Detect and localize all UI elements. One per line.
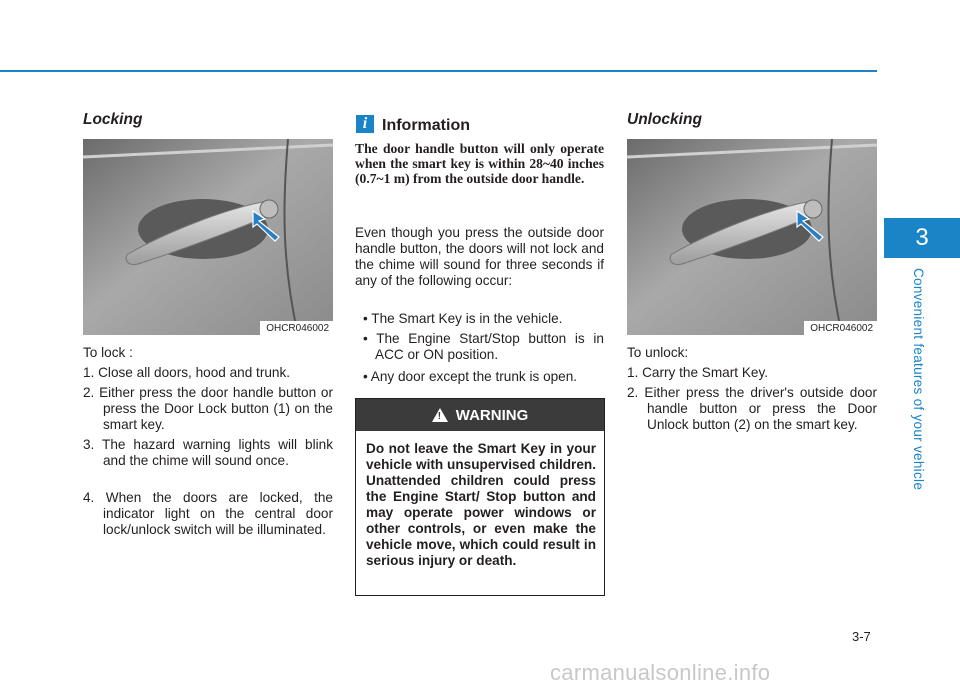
locking-step-2: 2. Either press the door handle button or press the Door Lock button (1) on the smart key. [83, 385, 333, 432]
locking-step-3: 3. The hazard warning lights will blink and the chime will sound once. [83, 437, 333, 468]
image-code: OHCR046002 [804, 321, 877, 335]
chapter-tab [884, 218, 960, 258]
info-bullet-1: • The Smart Key is in the vehicle. [363, 311, 563, 326]
warning-triangle-icon: ! [432, 408, 448, 422]
info-title: Information [382, 117, 470, 134]
info-icon: i [356, 115, 374, 133]
info-bullet-2: • The Engine Start/Stop button is in ACC or ON position. [363, 331, 604, 362]
door-handle-illustration [83, 139, 333, 335]
chapter-title: Convenient features of your vehicle [911, 268, 926, 491]
door-handle-photo-unlocking [627, 139, 877, 335]
locking-intro: To lock : [83, 345, 133, 360]
warning-header [356, 399, 604, 431]
chapter-number: 3 [915, 224, 929, 251]
image-code: OHCR046002 [260, 321, 333, 335]
warning-title: WARNING [455, 406, 529, 424]
door-handle-illustration [627, 139, 877, 335]
info-bold-text: The door handle button will only operate when the smart key is within 28~40 inches (0.7~1 m) from the outside door handle. [355, 141, 604, 186]
locking-step-4: 4. When the doors are locked, the indicator light on the central door lock/unlock switch will be illuminated. [83, 490, 333, 537]
warning-box [355, 398, 605, 596]
page-number: 3-7 [852, 629, 871, 644]
watermark: carmanualsonline.info [550, 660, 771, 685]
locking-heading: Locking [83, 111, 143, 128]
info-bullet-3: • Any door except the trunk is open. [363, 369, 578, 384]
unlocking-step-1: 1. Carry the Smart Key. [627, 365, 769, 380]
unlocking-heading: Unlocking [627, 111, 702, 128]
locking-step-1: 1. Close all doors, hood and trunk. [83, 365, 291, 380]
unlocking-intro: To unlock: [627, 345, 689, 360]
info-text: Even though you press the outside door handle button, the doors will not lock and the chime will sound for three seconds if any of the following occur: [355, 225, 604, 288]
door-handle-photo-locking [83, 139, 333, 335]
unlocking-step-2: 2. Either press the driver's outside door handle button or press the Door Unlock button (2) on the smart key. [627, 385, 877, 432]
warning-text: Do not leave the Smart Key in your vehicle with unsupervised children. Unattended children could press the Engine Start/ Stop button and may operate power windows or other controls, or even make the vehicle move, which could result in serious injury or death. [366, 441, 596, 568]
header-rule [0, 70, 877, 72]
